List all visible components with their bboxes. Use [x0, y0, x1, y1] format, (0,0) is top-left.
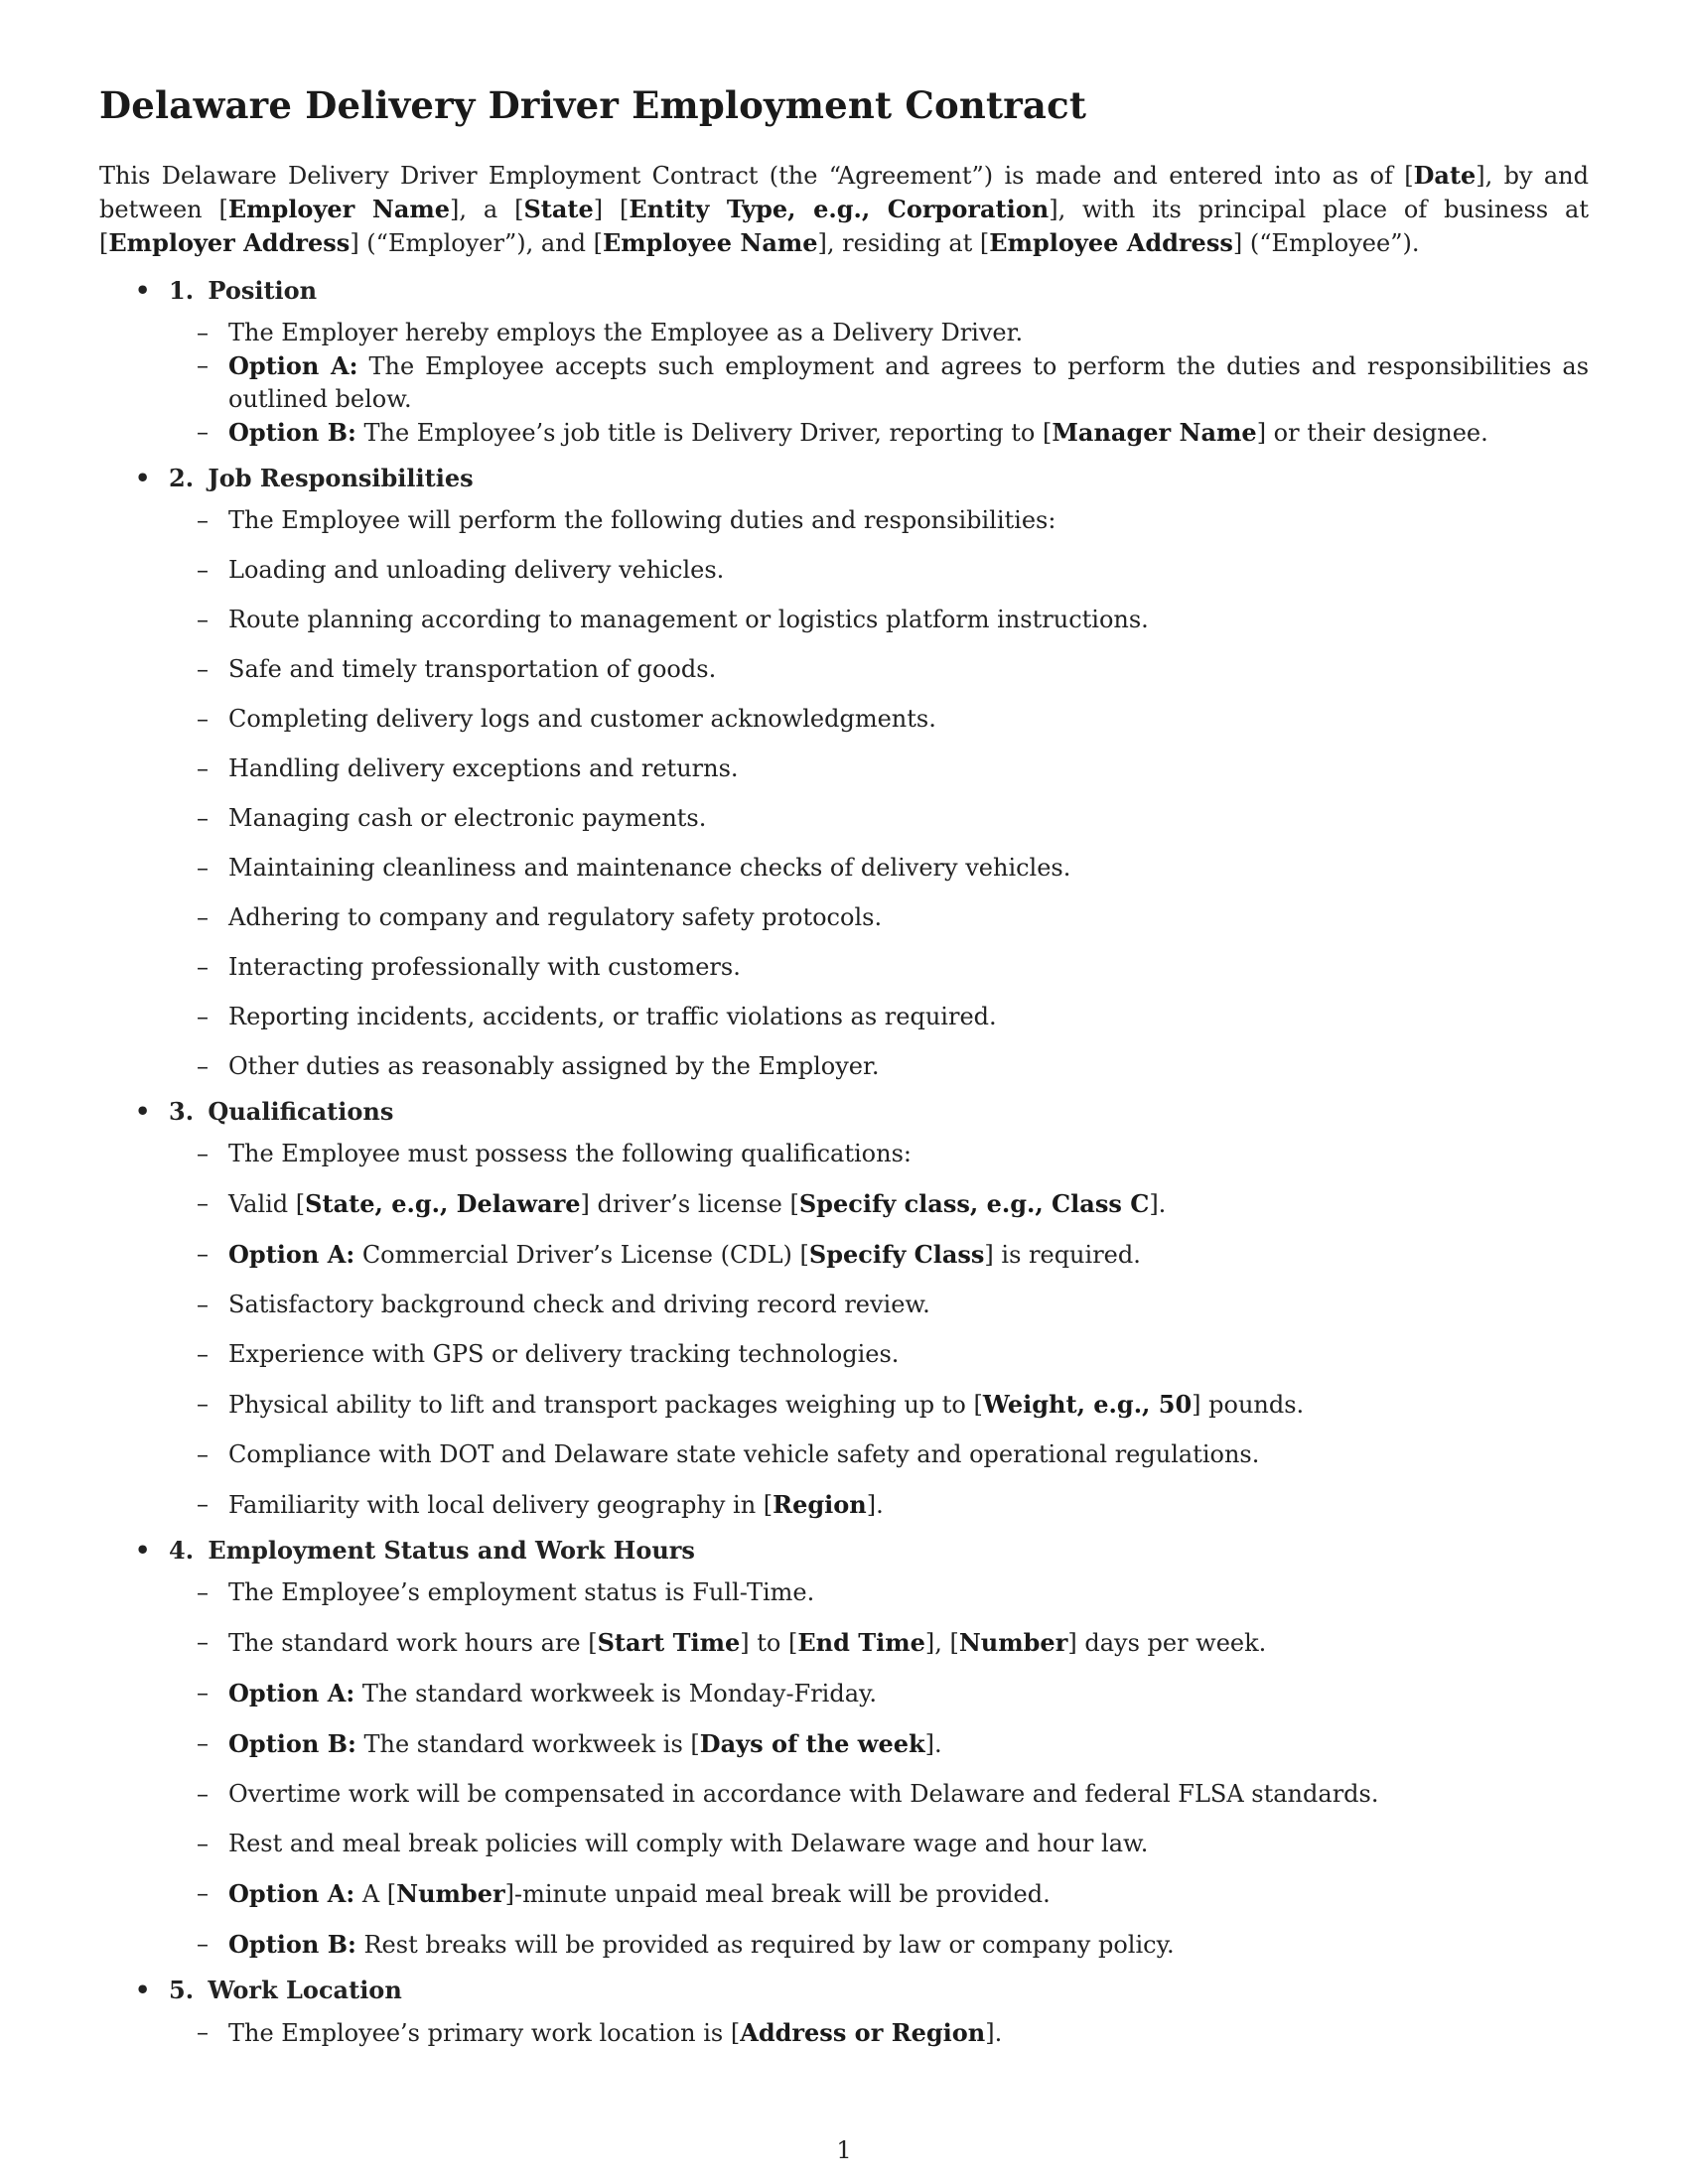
list-item — [99, 604, 1589, 636]
item-text: ]-minute unpaid meal break will be provided. — [504, 1880, 1051, 1908]
intro-text: ], residing at [ — [817, 229, 990, 257]
placeholder-number: Number — [958, 1628, 1068, 1657]
placeholder-end-time: End Time — [797, 1628, 925, 1657]
intro-text: ] (“Employer”), and [ — [350, 229, 603, 257]
dash: – — [197, 1679, 209, 1706]
section-employment-status — [99, 1534, 1589, 1962]
intro-text: ], a [ — [450, 196, 524, 223]
option-label: Option A: — [228, 1240, 355, 1269]
item-text: ] or their designee. — [1256, 419, 1488, 447]
item-text: Commercial Driver’s License (CDL) [ — [354, 1241, 809, 1269]
option-label: Option A: — [228, 1879, 355, 1908]
section-heading — [99, 274, 1589, 307]
bullet: • — [135, 1976, 151, 2004]
document-page — [99, 0, 1589, 2184]
dash: – — [197, 351, 209, 379]
section-work-location — [99, 1974, 1589, 2050]
list-item — [99, 1050, 1589, 1083]
placeholder-cdl-class: Specify Class — [808, 1240, 985, 1269]
dash: – — [197, 1729, 209, 1757]
item-text: Handling delivery exceptions and returns. — [228, 754, 739, 782]
item-text: Valid [ — [228, 1190, 306, 1218]
section-job-responsibilities — [99, 462, 1589, 1083]
item-text: Rest and meal break policies will comply with Delaware wage and hour law. — [228, 1830, 1149, 1857]
dash: – — [197, 1879, 209, 1907]
list-item — [99, 1438, 1589, 1471]
item-text: The Employee’s employment status is Full-Time. — [228, 1578, 815, 1606]
list-item — [99, 1877, 1589, 1911]
item-text: The Employee’s primary work location is [ — [228, 2019, 741, 2047]
placeholder-entity-type: Entity Type, e.g., Corporation — [629, 195, 1050, 223]
item-text: A [ — [354, 1880, 397, 1908]
option-label: Option A: — [228, 1679, 355, 1707]
item-text: ]. — [924, 1730, 942, 1758]
list-item — [99, 1289, 1589, 1321]
placeholder-region: Region — [773, 1490, 867, 1519]
placeholder-state: State — [523, 195, 594, 223]
section-number: 3. — [169, 1097, 195, 1126]
bullet: • — [135, 276, 151, 305]
item-text: The Employee accepts such employment and agrees to perform the duties and responsibilities as outlined below. — [228, 352, 1590, 413]
item-text: The standard workweek is Monday-Friday. — [354, 1680, 878, 1707]
dash: – — [197, 556, 209, 584]
placeholder-manager-name: Manager Name — [1052, 418, 1257, 447]
dash: – — [197, 655, 209, 683]
dash: – — [197, 1930, 209, 1958]
list-item — [99, 1778, 1589, 1811]
dash: – — [197, 1390, 209, 1418]
list-item — [99, 1488, 1589, 1522]
list-item — [99, 1828, 1589, 1860]
section-title: Employment Status and Work Hours — [208, 1536, 695, 1565]
item-text: ]. — [866, 1491, 884, 1519]
item-text: The Employee’s job title is Delivery Driver, reporting to [ — [355, 419, 1053, 447]
item-text: The standard workweek is [ — [355, 1730, 700, 1758]
item-text: Loading and unloading delivery vehicles. — [228, 556, 725, 584]
section-number: 2. — [169, 464, 195, 492]
item-text: Adhering to company and regulatory safety protocols. — [228, 903, 883, 931]
placeholder-number: Number — [396, 1879, 505, 1908]
list-item — [99, 1388, 1589, 1422]
item-text: The Employer hereby employs the Employee as a Delivery Driver. — [228, 319, 1024, 346]
item-text: Familiarity with local delivery geography in [ — [228, 1491, 774, 1519]
item-text: ] days per week. — [1067, 1629, 1267, 1657]
item-text: The Employee must possess the following qualifications: — [228, 1140, 912, 1167]
dash: – — [197, 1578, 209, 1606]
dash: – — [197, 804, 209, 832]
list-item — [99, 1626, 1589, 1660]
dash: – — [197, 606, 209, 633]
option-label: Option B: — [228, 1930, 356, 1959]
dash: – — [197, 1830, 209, 1857]
list-item — [99, 1928, 1589, 1962]
intro-text: ] [ — [593, 196, 630, 223]
section-heading — [99, 1974, 1589, 2006]
item-text: The Employee will perform the following duties and responsibilities: — [228, 506, 1056, 534]
section-items — [99, 317, 1589, 450]
list-item — [99, 504, 1589, 537]
item-text: Satisfactory background check and driving record review. — [228, 1291, 930, 1318]
item-text: Rest breaks will be provided as required by law or company policy. — [355, 1931, 1175, 1959]
item-text: ] driver’s license [ — [580, 1190, 799, 1218]
dash: – — [197, 854, 209, 882]
item-text: Completing delivery logs and customer acknowledgments. — [228, 705, 936, 733]
intro-text: ] (“Employee”). — [1232, 229, 1420, 257]
item-text: Interacting professionally with customers. — [228, 953, 741, 981]
section-heading — [99, 1534, 1589, 1567]
item-text: Experience with GPS or delivery tracking technologies. — [228, 1340, 900, 1368]
dash: – — [197, 1340, 209, 1368]
list-item — [99, 802, 1589, 835]
item-text: Safe and timely transportation of goods. — [228, 655, 717, 683]
section-qualifications — [99, 1095, 1589, 1522]
placeholder-start-time: Start Time — [597, 1628, 741, 1657]
dash: – — [197, 1189, 209, 1217]
item-text: Reporting incidents, accidents, or traffic violations as required. — [228, 1003, 997, 1030]
section-number: 1. — [169, 276, 195, 305]
document-title: Delaware Delivery Driver Employment Contract — [99, 83, 1087, 127]
dash: – — [197, 754, 209, 782]
list-item — [99, 1238, 1589, 1272]
section-title: Position — [208, 276, 318, 305]
list-item — [99, 703, 1589, 736]
dash: – — [197, 506, 209, 534]
list-item — [99, 852, 1589, 885]
intro-text: ], by and between [ — [99, 162, 1589, 223]
list-item — [99, 752, 1589, 785]
item-text: ], [ — [924, 1629, 959, 1657]
item-text: ] is required. — [984, 1241, 1141, 1269]
dash: – — [197, 953, 209, 981]
placeholder-employee-name: Employee Name — [602, 228, 818, 257]
list-item — [99, 653, 1589, 686]
list-item — [99, 1677, 1589, 1710]
item-text: Maintaining cleanliness and maintenance checks of delivery vehicles. — [228, 854, 1071, 882]
list-item — [99, 951, 1589, 984]
list-item — [99, 2016, 1589, 2050]
list-item — [99, 1338, 1589, 1371]
list-item — [99, 349, 1589, 416]
dash: – — [197, 1780, 209, 1808]
dash: – — [197, 1291, 209, 1318]
placeholder-license-class: Specify class, e.g., Class C — [798, 1189, 1150, 1218]
placeholder-employer-name: Employer Name — [227, 195, 451, 223]
item-text: ] to [ — [740, 1629, 798, 1657]
intro-text: ], with its principal place of business at [ — [99, 196, 1590, 257]
item-text: Overtime work will be compensated in accordance with Delaware and federal FLSA standards. — [228, 1780, 1379, 1808]
list-item — [99, 1727, 1589, 1761]
item-text: Managing cash or electronic payments. — [228, 804, 707, 832]
section-title: Qualifications — [208, 1097, 394, 1126]
dash: – — [197, 1628, 209, 1656]
placeholder-days-of-week: Days of the week — [699, 1729, 925, 1758]
dash: – — [197, 903, 209, 931]
section-items — [99, 504, 1589, 1083]
list-item — [99, 1001, 1589, 1033]
placeholder-employee-address: Employee Address — [989, 228, 1233, 257]
option-label: Option B: — [228, 1729, 356, 1758]
item-text: Physical ability to lift and transport packages weighing up to [ — [228, 1391, 983, 1419]
bullet: • — [135, 1536, 151, 1565]
dash: – — [197, 1490, 209, 1518]
item-text: ]. — [985, 2019, 1003, 2047]
item-text: ]. — [1149, 1190, 1167, 1218]
placeholder-address-or-region: Address or Region — [740, 2018, 986, 2047]
intro-paragraph — [99, 159, 1589, 260]
section-heading — [99, 1095, 1589, 1128]
section-items — [99, 2016, 1589, 2050]
list-item — [99, 416, 1589, 450]
dash: – — [197, 1003, 209, 1030]
section-number: 5. — [169, 1976, 195, 2004]
list-item — [99, 901, 1589, 934]
dash: – — [197, 705, 209, 733]
intro-text: This Delaware Delivery Driver Employment Contract (the “Agreement”) is made and entered into as of [ — [99, 162, 1414, 190]
bullet: • — [135, 1097, 151, 1126]
section-items — [99, 1138, 1589, 1522]
item-text: Other duties as reasonably assigned by the Employer. — [228, 1052, 880, 1080]
page-number: 1 — [836, 2136, 852, 2164]
sections-list — [99, 274, 1589, 2062]
list-item — [99, 317, 1589, 349]
list-item — [99, 554, 1589, 587]
dash: – — [197, 2018, 209, 2046]
placeholder-date: Date — [1413, 161, 1477, 190]
dash: – — [197, 1240, 209, 1268]
placeholder-license-state: State, e.g., Delaware — [305, 1189, 581, 1218]
item-text: ] pounds. — [1192, 1391, 1305, 1419]
dash: – — [197, 319, 209, 346]
dash: – — [197, 1440, 209, 1468]
dash: – — [197, 1052, 209, 1080]
item-text: Compliance with DOT and Delaware state vehicle safety and operational regulations. — [228, 1440, 1260, 1468]
section-items — [99, 1576, 1589, 1962]
list-item — [99, 1576, 1589, 1609]
placeholder-employer-address: Employer Address — [108, 228, 351, 257]
section-title: Job Responsibilities — [208, 464, 474, 492]
option-label: Option A: — [228, 351, 358, 380]
section-number: 4. — [169, 1536, 195, 1565]
placeholder-weight: Weight, e.g., 50 — [982, 1390, 1193, 1419]
list-item — [99, 1187, 1589, 1221]
bullet: • — [135, 464, 151, 492]
section-position — [99, 274, 1589, 450]
item-text: Route planning according to management or logistics platform instructions. — [228, 606, 1149, 633]
dash: – — [197, 418, 209, 446]
list-item — [99, 1138, 1589, 1170]
item-text: The standard work hours are [ — [228, 1629, 598, 1657]
dash: – — [197, 1140, 209, 1167]
section-heading — [99, 462, 1589, 494]
option-label: Option B: — [228, 418, 356, 447]
section-title: Work Location — [208, 1976, 402, 2004]
